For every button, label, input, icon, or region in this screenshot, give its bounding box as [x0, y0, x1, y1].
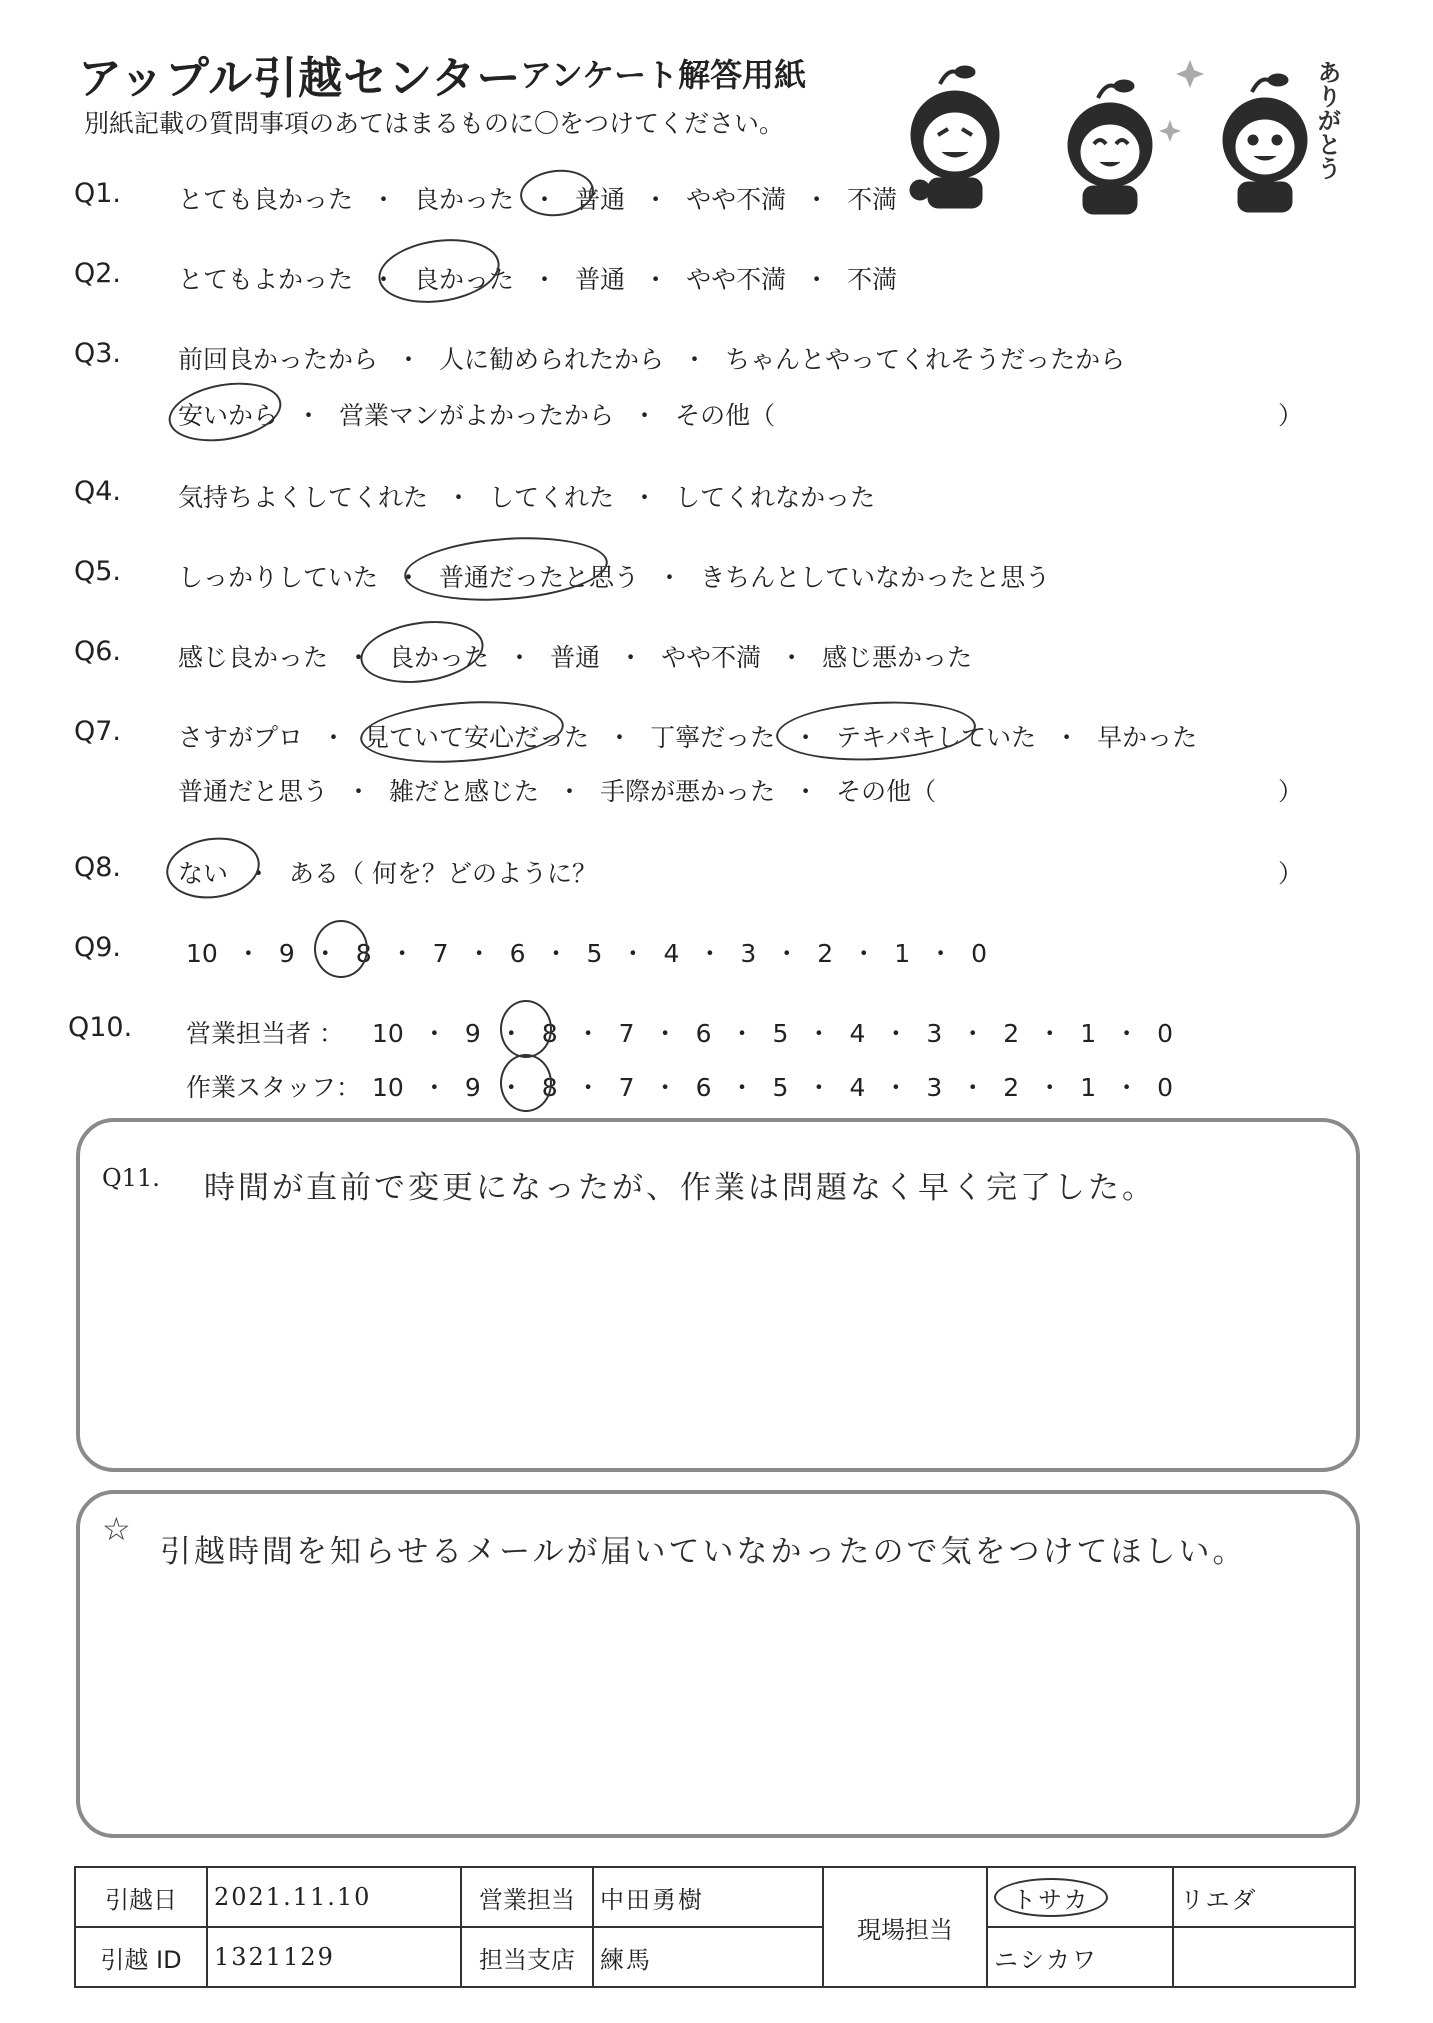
branch-name[interactable]: 練馬	[593, 1927, 823, 1987]
q8-label: Q8.	[74, 852, 122, 883]
q1-option-2[interactable]: 良かった	[414, 185, 515, 214]
star-comment-box[interactable]	[76, 1490, 1360, 1838]
site-staff-1: トサカ	[994, 1878, 1108, 1917]
move-id-label: 引越 ID	[75, 1927, 207, 1987]
q11-label: Q11.	[102, 1164, 160, 1192]
q5-option-2[interactable]: 普通だったと思う	[439, 563, 640, 592]
q1-options: とても良かった ・ 良かった ・ 普通 ・ やや不満 ・ 不満	[178, 180, 897, 216]
site-staff-4-empty[interactable]	[1173, 1927, 1355, 1987]
q3-options-line1: 前回良かったから ・ 人に勧められたから ・ ちゃんとやってくれそうだったから	[178, 340, 1125, 376]
q7-option-other[interactable]: その他（	[836, 777, 937, 806]
q9-score-3[interactable]: 3	[740, 939, 757, 968]
q10-staff-score-4[interactable]: 4	[849, 1073, 866, 1102]
q10-staff-score-2[interactable]: 2	[1003, 1073, 1020, 1102]
q10-sales-score-7[interactable]: 7	[618, 1019, 635, 1048]
q2-option-5[interactable]: 不満	[847, 265, 898, 294]
q5-options: しっかりしていた ・ 普通だったと思う ・ きちんとしていなかったと思う	[178, 558, 1050, 594]
star-comment: 引越時間を知らせるメールが届いていなかったので気をつけてほしい。	[160, 1534, 1247, 1570]
q6-option-3[interactable]: 普通	[550, 643, 601, 672]
q10-sales-score-1[interactable]: 1	[1080, 1019, 1097, 1048]
q10-staff-score-0[interactable]: 0	[1157, 1073, 1174, 1102]
mascot-illustration	[880, 40, 1350, 220]
q5-option-1[interactable]: しっかりしていた	[178, 563, 379, 592]
q3-option-other[interactable]: その他（	[675, 401, 776, 430]
q9-score-4[interactable]: 4	[663, 939, 680, 968]
star-icon: ☆	[102, 1510, 131, 1548]
sales-rep-label: 営業担当	[461, 1867, 593, 1927]
q3-option-2[interactable]: 人に勧められたから	[439, 345, 665, 374]
form-instruction: 別紙記載の質問事項のあてはまるものに〇をつけてください。	[84, 109, 785, 138]
q10-staff-score-6[interactable]: 6	[695, 1073, 712, 1102]
q10-sales-score-8[interactable]: 8	[541, 1019, 558, 1048]
q4-label: Q4.	[74, 476, 122, 507]
q6-option-1[interactable]: 感じ良かった	[178, 643, 329, 672]
site-staff-2[interactable]: ニシカワ	[987, 1927, 1173, 1987]
q3-close-paren: ）	[1278, 401, 1304, 430]
q9-label: Q9.	[74, 932, 122, 963]
q2-options: とてもよかった ・ 良かった ・ 普通 ・ やや不満 ・ 不満	[178, 260, 897, 296]
q4-option-2[interactable]: してくれた	[489, 483, 615, 512]
q2-option-1[interactable]: とてもよかった	[178, 265, 354, 294]
q1-option-3[interactable]: 普通	[575, 185, 626, 214]
q5-option-3[interactable]: きちんとしていなかったと思う	[700, 563, 1051, 592]
q7-close-paren: ）	[1278, 777, 1304, 806]
q10-sales-scale: 10 ・ 9 ・ 8 ・ 7 ・ 6 ・ 5 ・ 4 ・ 3 ・ 2 ・ 1 ・ 0	[372, 1019, 1174, 1048]
q6-label: Q6.	[74, 636, 122, 667]
q7-option-7[interactable]: 雑だと感じた	[389, 777, 540, 806]
q10-label: Q10.	[68, 1012, 133, 1043]
q9-score-2[interactable]: 2	[817, 939, 834, 968]
q10-staff-score-5[interactable]: 5	[772, 1073, 789, 1102]
branch-label: 担当支店	[461, 1927, 593, 1987]
q6-option-4[interactable]: やや不満	[661, 643, 762, 672]
q10-sales-score-3[interactable]: 3	[926, 1019, 943, 1048]
q10-sales-score-4[interactable]: 4	[849, 1019, 866, 1048]
site-staff-3[interactable]: リエダ	[1173, 1867, 1355, 1927]
q10-staff-score-3[interactable]: 3	[926, 1073, 943, 1102]
q7-label: Q7.	[74, 716, 122, 747]
footer-info-table	[74, 1866, 1356, 1988]
q3-options-line2: 安いから ・ 営業マンがよかったから ・ その他（	[178, 396, 775, 432]
q10-sales-score-0[interactable]: 0	[1157, 1019, 1174, 1048]
q7-option-1[interactable]: さすがプロ	[178, 723, 304, 752]
q8-option-some[interactable]: ある（ 何を？どのように？	[289, 859, 597, 888]
q8-close-paren: ）	[1278, 859, 1304, 888]
q10-staff-scale: 10 ・ 9 ・ 8 ・ 7 ・ 6 ・ 5 ・ 4 ・ 3 ・ 2 ・ 1 ・ 0	[372, 1073, 1174, 1102]
q7-option-8[interactable]: 手際が悪かった	[600, 777, 776, 806]
q9-score-8[interactable]: 8	[355, 939, 372, 968]
q10-sales-score-10[interactable]: 10	[372, 1019, 404, 1048]
q1-option-4[interactable]: やや不満	[686, 185, 787, 214]
q1-label: Q1.	[74, 178, 122, 209]
q10-sales-score-6[interactable]: 6	[695, 1019, 712, 1048]
monkey-mascots-icon	[880, 40, 1350, 220]
q8-option-none[interactable]: ない	[178, 859, 229, 888]
q9-score-0[interactable]: 0	[971, 939, 988, 968]
q10-sales-score-2[interactable]: 2	[1003, 1019, 1020, 1048]
q10-sales-score-9[interactable]: 9	[464, 1019, 481, 1048]
q3-option-1[interactable]: 前回良かったから	[178, 345, 379, 374]
q6-options: 感じ良かった ・ 良かった ・ 普通 ・ やや不満 ・ 感じ悪かった	[178, 638, 972, 674]
q7-option-4[interactable]: テキパキしていた	[836, 723, 1037, 752]
q11-comment-box[interactable]	[76, 1118, 1360, 1472]
q2-option-3[interactable]: 普通	[575, 265, 626, 294]
q7-options-line1: さすがプロ ・ 見ていて安心だった ・ 丁寧だった ・ テキパキしていた ・ 早かった	[178, 718, 1197, 754]
q9-score-7[interactable]: 7	[432, 939, 449, 968]
q9-score-5[interactable]: 5	[586, 939, 603, 968]
q1-option-5[interactable]: 不満	[847, 185, 898, 214]
q10-staff-label: 作業スタッフ：	[186, 1073, 362, 1102]
q2-label: Q2.	[74, 258, 122, 289]
form-subtitle: アンケート解答用紙	[520, 56, 807, 94]
site-staff-label: 現場担当	[823, 1867, 987, 1987]
q7-option-2[interactable]: 見ていて安心だった	[364, 723, 590, 752]
q4-option-3[interactable]: してくれなかった	[675, 483, 876, 512]
sales-rep-name[interactable]: 中田勇樹	[593, 1867, 823, 1927]
q9-score-6[interactable]: 6	[509, 939, 526, 968]
q6-option-2[interactable]: 良かった	[389, 643, 490, 672]
q10-staff-score-7[interactable]: 7	[618, 1073, 635, 1102]
q6-option-5[interactable]: 感じ悪かった	[822, 643, 973, 672]
site-staff-1-cell[interactable]	[987, 1867, 1173, 1927]
q10-staff-score-8[interactable]: 8	[541, 1073, 558, 1102]
q2-option-4[interactable]: やや不満	[686, 265, 787, 294]
q10-staff-score-10[interactable]: 10	[372, 1073, 404, 1102]
q2-option-2[interactable]: 良かった	[414, 265, 515, 294]
move-date-label: 引越日	[75, 1867, 207, 1927]
q10-sales-label: 営業担当者 ：	[186, 1019, 344, 1048]
q4-options: 気持ちよくしてくれた ・ してくれた ・ してくれなかった	[178, 478, 875, 514]
q7-option-6[interactable]: 普通だと思う	[178, 777, 329, 806]
q3-option-5[interactable]: 営業マンがよかったから	[339, 401, 615, 430]
q10-staff-score-1[interactable]: 1	[1080, 1073, 1097, 1102]
mascot-thanks-text: ありがとう	[1313, 60, 1341, 180]
form-title: アップル引越センター	[78, 53, 522, 104]
q3-option-4[interactable]: 安いから	[178, 401, 279, 430]
q1-option-1[interactable]: とても良かった	[178, 185, 354, 214]
q3-label: Q3.	[74, 338, 122, 369]
q8-options: ない ・ ある（ 何を？どのように？	[178, 854, 597, 890]
q5-label: Q5.	[74, 556, 122, 587]
q11-answer: 時間が直前で変更になったが、作業は問題なく早く完了した。	[204, 1170, 1156, 1206]
q7-option-3[interactable]: 丁寧だった	[650, 723, 776, 752]
q7-options-line2: 普通だと思う ・ 雑だと感じた ・ 手際が悪かった ・ その他（	[178, 772, 936, 808]
q7-option-5[interactable]: 早かった	[1097, 723, 1198, 752]
q10-sales-score-5[interactable]: 5	[772, 1019, 789, 1048]
q3-option-3[interactable]: ちゃんとやってくれそうだったから	[725, 345, 1126, 374]
move-date-value[interactable]: 2021.11.10	[207, 1867, 461, 1927]
q9-score-1[interactable]: 1	[894, 939, 911, 968]
move-id-value[interactable]: 1321129	[207, 1927, 461, 1987]
q9-scale: 10 ・ 9 ・ 8 ・ 7 ・ 6 ・ 5 ・ 4 ・ 3 ・ 2 ・ 1 ・ 0	[186, 939, 988, 968]
q9-score-9[interactable]: 9	[278, 939, 295, 968]
q10-staff-score-9[interactable]: 9	[464, 1073, 481, 1102]
q4-option-1[interactable]: 気持ちよくしてくれた	[178, 483, 429, 512]
q9-score-10[interactable]: 10	[186, 939, 218, 968]
